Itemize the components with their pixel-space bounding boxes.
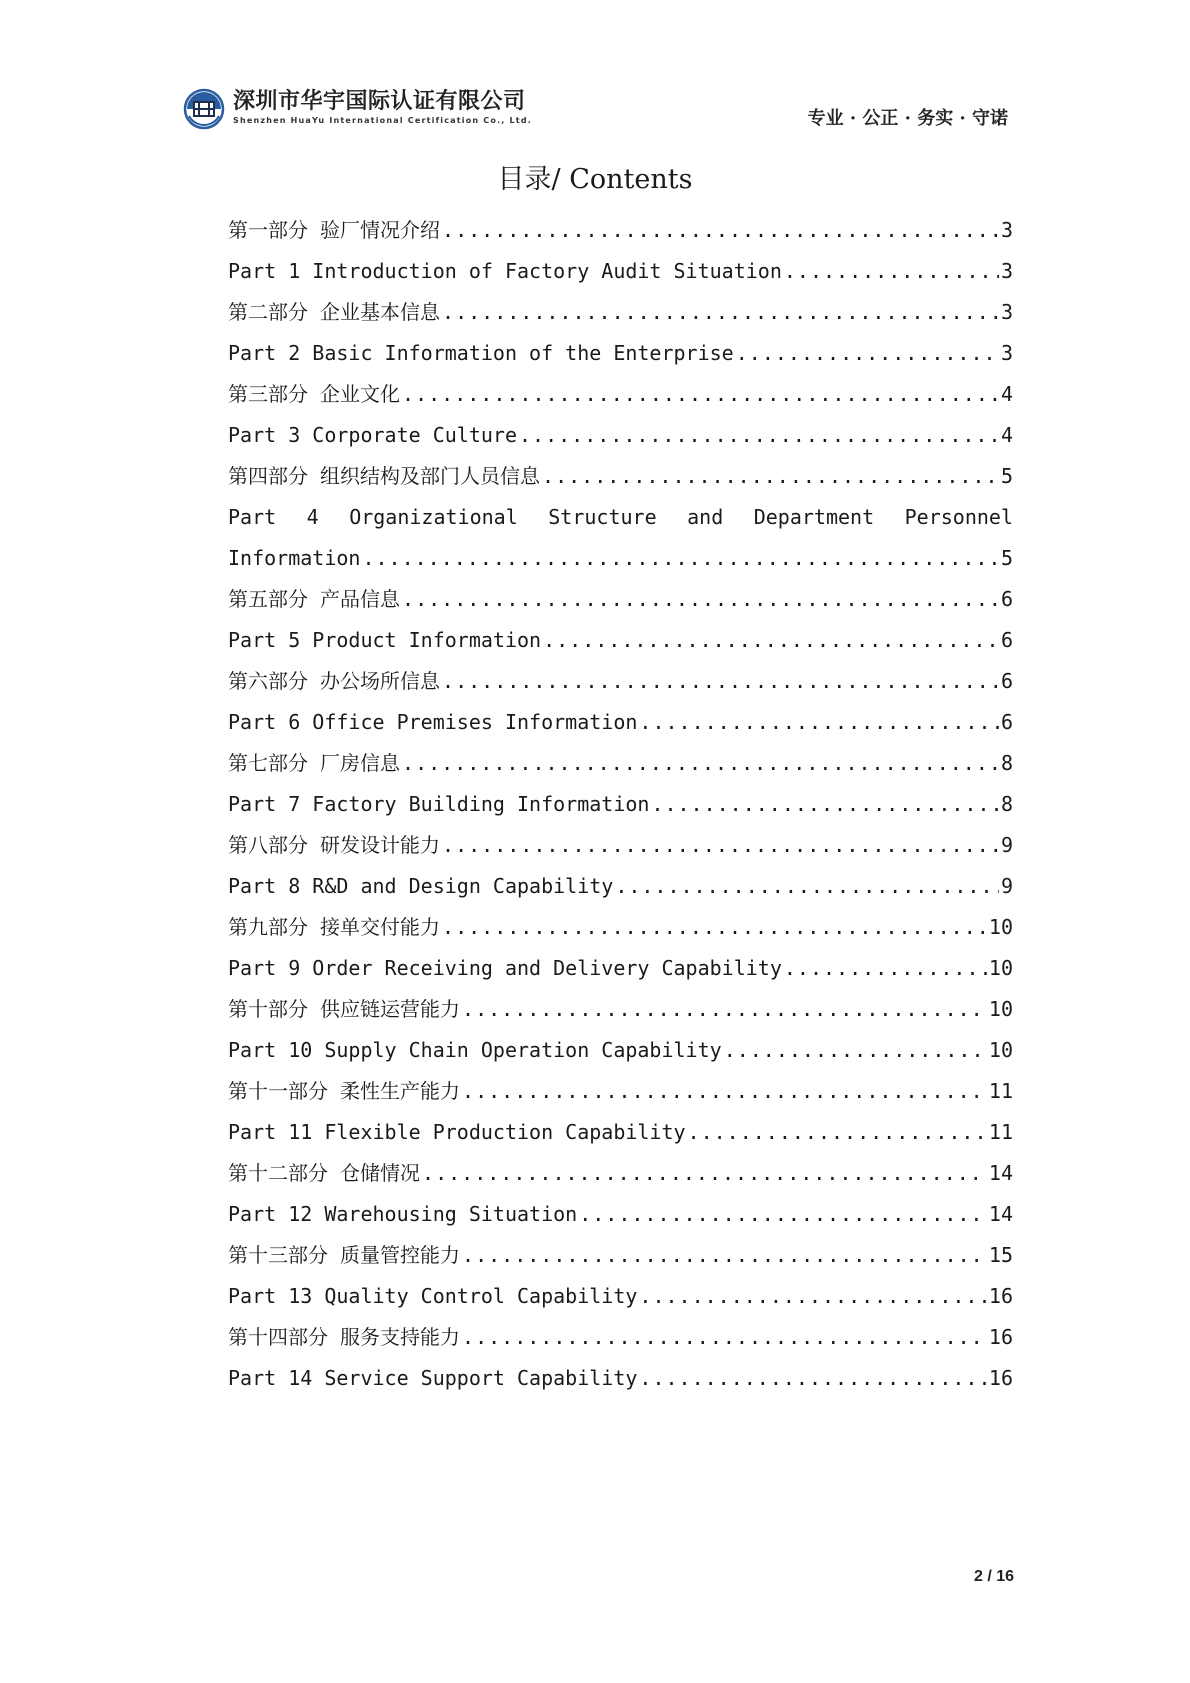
toc-entry-label: 第一部分 验厂情况介绍: [228, 218, 441, 242]
company-name-block: [233, 89, 532, 127]
toc-entry-label: Part 8 R&D and Design Capability: [228, 874, 614, 898]
toc-dot-leader: [688, 1112, 987, 1153]
toc-entry-label: Information: [228, 546, 361, 570]
table-of-contents: [228, 210, 1013, 1399]
toc-entry[interactable]: [228, 579, 1013, 620]
toc-entry-label: 第十二部分 仓储情况: [228, 1161, 421, 1185]
toc-entry[interactable]: [228, 948, 1013, 989]
toc-entry-page: 10: [988, 915, 1013, 939]
toc-entry[interactable]: [228, 1030, 1013, 1071]
toc-entry-page: 16: [988, 1325, 1013, 1349]
toc-entry-page: 3: [1000, 259, 1013, 283]
toc-entry-page: 10: [988, 1038, 1013, 1062]
toc-entry-word: Department: [753, 505, 875, 529]
toc-entry[interactable]: [228, 1112, 1013, 1153]
toc-entry-label: 第三部分 企业文化: [228, 382, 401, 406]
toc-entry[interactable]: [228, 456, 1013, 497]
toc-entry-label: 第十一部分 柔性生产能力: [228, 1079, 461, 1103]
toc-entry-label: Part 13 Quality Control Capability: [228, 1284, 638, 1308]
toc-entry-page: 3: [1000, 218, 1013, 242]
toc-entry[interactable]: [228, 374, 1013, 415]
toc-dot-leader: [579, 1194, 987, 1235]
toc-entry[interactable]: [228, 292, 1013, 333]
toc-dot-leader: [784, 948, 987, 989]
toc-title: 目录/ Contents: [497, 164, 693, 195]
toc-dot-leader: [442, 825, 999, 866]
toc-entry[interactable]: [228, 1071, 1013, 1112]
toc-entry-page: 16: [988, 1366, 1013, 1390]
toc-entry-label: Part 3 Corporate Culture: [228, 423, 517, 447]
toc-entry[interactable]: [228, 1358, 1013, 1399]
company-slogan: 专业 · 公正 · 务实 · 守诺: [807, 108, 1008, 129]
toc-entry-word: 4: [306, 505, 319, 529]
toc-entry-page: 4: [1000, 423, 1013, 447]
toc-dot-leader: [519, 415, 999, 456]
toc-entry[interactable]: [228, 538, 1013, 579]
toc-entry-label: 第六部分 办公场所信息: [228, 669, 441, 693]
toc-entry-page: 10: [988, 997, 1013, 1021]
toc-dot-leader: [462, 1071, 987, 1112]
toc-entry-page: 15: [988, 1243, 1013, 1267]
toc-dot-leader: [442, 661, 999, 702]
toc-dot-leader: [784, 251, 999, 292]
toc-entry-label: 第七部分 厂房信息: [228, 751, 401, 775]
toc-entry-page: 8: [1000, 751, 1013, 775]
toc-entry[interactable]: [228, 989, 1013, 1030]
toc-dot-leader: [402, 579, 999, 620]
toc-entry[interactable]: [228, 825, 1013, 866]
company-name-en: Shenzhen HuaYu International Certification Co., Ltd.: [233, 116, 532, 125]
toc-entry-page: 6: [1000, 669, 1013, 693]
toc-entry[interactable]: [228, 415, 1013, 456]
toc-dot-leader: [442, 210, 999, 251]
toc-entry-label: 第四部分 组织结构及部门人员信息: [228, 464, 541, 488]
toc-dot-leader: [422, 1153, 987, 1194]
page-number: 2 / 16: [973, 1568, 1014, 1585]
toc-entry[interactable]: [228, 1153, 1013, 1194]
toc-dot-leader: [542, 456, 999, 497]
toc-dot-leader: [462, 1235, 987, 1276]
toc-entry-word: Organizational: [349, 505, 518, 529]
toc-entry[interactable]: [228, 743, 1013, 784]
toc-entry-word: Personnel: [904, 505, 1013, 529]
company-logo-icon: [183, 88, 225, 130]
toc-entry-label: Part 5 Product Information: [228, 628, 542, 652]
toc-entry[interactable]: [228, 866, 1013, 907]
toc-dot-leader: [402, 374, 999, 415]
toc-entry-label: 第五部分 产品信息: [228, 587, 401, 611]
toc-entry-wrapped-line[interactable]: [228, 497, 1013, 538]
toc-entry-label: Part 9 Order Receiving and Delivery Capability: [228, 956, 782, 980]
toc-entry-page: 10: [988, 956, 1013, 980]
toc-dot-leader: [462, 1317, 987, 1358]
toc-entry-page: 6: [1000, 628, 1013, 652]
toc-entry[interactable]: [228, 251, 1013, 292]
toc-entry[interactable]: [228, 210, 1013, 251]
toc-entry-page: 14: [988, 1202, 1013, 1226]
toc-dot-leader: [639, 702, 999, 743]
toc-entry-label: Part 6 Office Premises Information: [228, 710, 638, 734]
toc-entry-page: 8: [1000, 792, 1013, 816]
toc-entry-page: 11: [988, 1079, 1013, 1103]
toc-entry-page: 3: [1000, 300, 1013, 324]
toc-entry[interactable]: [228, 333, 1013, 374]
toc-entry[interactable]: [228, 784, 1013, 825]
toc-dot-leader: [442, 292, 999, 333]
toc-entry-label: 第九部分 接单交付能力: [228, 915, 441, 939]
toc-entry[interactable]: [228, 620, 1013, 661]
toc-entry-label: 第十四部分 服务支持能力: [228, 1325, 461, 1349]
toc-entry-page: 9: [1000, 833, 1013, 857]
toc-dot-leader: [362, 538, 999, 579]
toc-entry-label: Part 11 Flexible Production Capability: [228, 1120, 686, 1144]
toc-entry-label: 第十三部分 质量管控能力: [228, 1243, 461, 1267]
toc-dot-leader: [639, 1358, 987, 1399]
toc-entry[interactable]: [228, 1317, 1013, 1358]
page-header: [183, 86, 1008, 136]
toc-entry-page: 3: [1000, 341, 1013, 365]
toc-dot-leader: [615, 866, 999, 907]
toc-entry-page: 6: [1000, 587, 1013, 611]
toc-entry-page: 5: [1000, 546, 1013, 570]
toc-entry[interactable]: [228, 702, 1013, 743]
toc-entry-page: 6: [1000, 710, 1013, 734]
toc-entry[interactable]: [228, 907, 1013, 948]
toc-dot-leader: [736, 333, 999, 374]
toc-entry-label: Part 14 Service Support Capability: [228, 1366, 638, 1390]
toc-entry-page: 4: [1000, 382, 1013, 406]
toc-entry-label: 第八部分 研发设计能力: [228, 833, 441, 857]
toc-entry[interactable]: [228, 661, 1013, 702]
toc-entry-page: 14: [988, 1161, 1013, 1185]
toc-entry-label: 第十部分 供应链运营能力: [228, 997, 461, 1021]
toc-dot-leader: [543, 620, 999, 661]
toc-entry-label: Part 12 Warehousing Situation: [228, 1202, 578, 1226]
toc-entry-label: Part 2 Basic Information of the Enterprise: [228, 341, 734, 365]
toc-dot-leader: [724, 1030, 987, 1071]
company-name-cn: 深圳市华宇国际认证有限公司: [233, 89, 526, 114]
toc-dot-leader: [651, 784, 999, 825]
toc-dot-leader: [402, 743, 999, 784]
toc-entry[interactable]: [228, 1235, 1013, 1276]
toc-entry[interactable]: [228, 1276, 1013, 1317]
toc-dot-leader: [462, 989, 987, 1030]
toc-entry-label: Part 1 Introduction of Factory Audit Situation: [228, 259, 782, 283]
toc-entry-word: and: [687, 505, 724, 529]
toc-entry[interactable]: [228, 1194, 1013, 1235]
toc-entry-page: 9: [1000, 874, 1013, 898]
toc-entry-word: Structure: [548, 505, 657, 529]
toc-entry-page: 16: [988, 1284, 1013, 1308]
toc-dot-leader: [639, 1276, 987, 1317]
toc-entry-page: 11: [988, 1120, 1013, 1144]
toc-entry-word: Part: [228, 505, 277, 529]
toc-entry-label: Part 10 Supply Chain Operation Capability: [228, 1038, 722, 1062]
toc-dot-leader: [442, 907, 987, 948]
toc-entry-label: 第二部分 企业基本信息: [228, 300, 441, 324]
toc-entry-label: Part 7 Factory Building Information: [228, 792, 650, 816]
toc-entry-page: 5: [1000, 464, 1013, 488]
